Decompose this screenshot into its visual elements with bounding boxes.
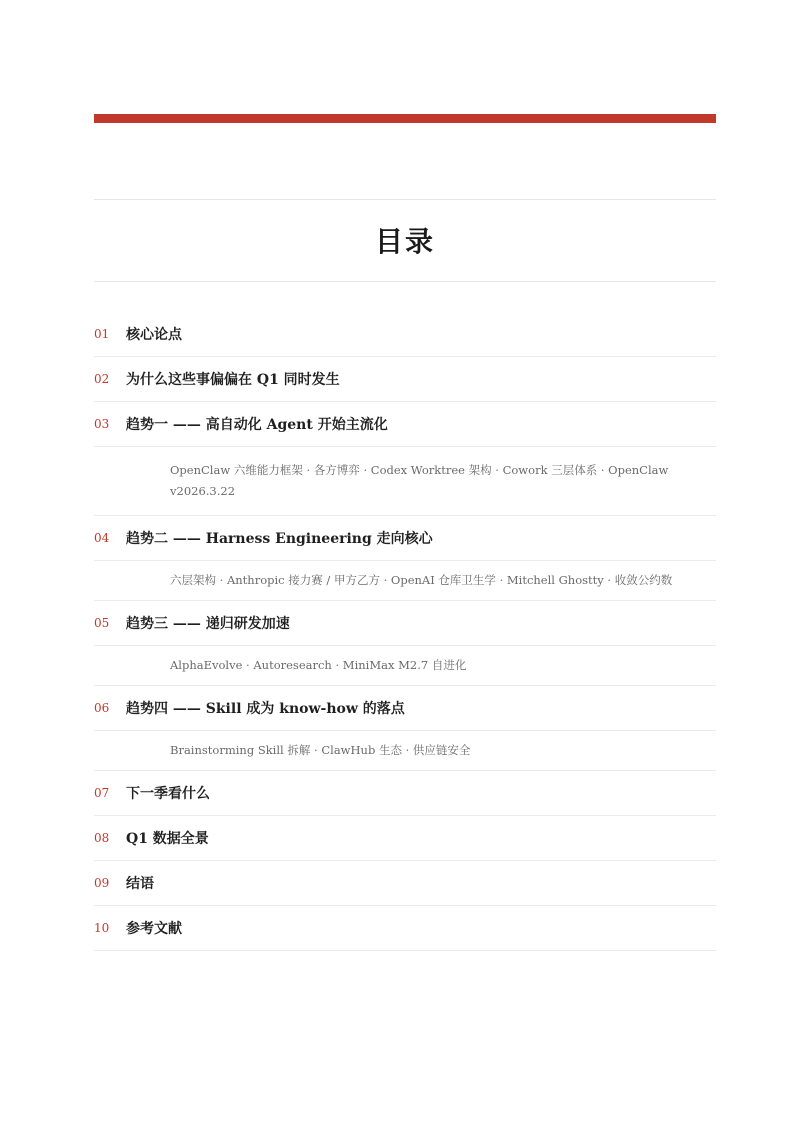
accent-bar — [94, 114, 716, 123]
toc-subtopics-text: 六层架构 · Anthropic 接力赛 / 甲方乙方 · OpenAI 仓库卫生学 · Mitchell Ghostty · 收敛公约数 — [170, 573, 673, 587]
toc-entry-05[interactable] — [94, 601, 716, 646]
toc-number: 09 — [94, 876, 110, 890]
toc-number: 04 — [94, 531, 110, 545]
title-top-divider — [94, 199, 716, 200]
toc-subtopics-04 — [94, 561, 716, 601]
toc-entry-07[interactable] — [94, 771, 716, 816]
table-of-contents — [94, 312, 716, 951]
toc-entry-06[interactable] — [94, 686, 716, 731]
toc-number: 01 — [94, 327, 110, 341]
toc-entry-09[interactable] — [94, 861, 716, 906]
toc-number: 03 — [94, 417, 110, 431]
toc-entry-02[interactable] — [94, 357, 716, 402]
toc-subtopics-06 — [94, 731, 716, 771]
toc-number: 07 — [94, 786, 110, 800]
page-title: 目录 — [374, 225, 435, 258]
toc-label: 结语 — [126, 876, 154, 892]
toc-subtopics-text: Brainstorming Skill 拆解 · ClawHub 生态 · 供应链安全 — [170, 743, 471, 757]
toc-number: 06 — [94, 701, 110, 715]
toc-subtopics-03 — [94, 447, 716, 516]
toc-label: Q1 数据全景 — [126, 831, 209, 847]
toc-entry-10[interactable] — [94, 906, 716, 951]
toc-label: 趋势三 —— 递归研发加速 — [126, 616, 290, 632]
toc-label: 核心论点 — [126, 327, 182, 343]
toc-label: 趋势一 —— 高自动化 Agent 开始主流化 — [126, 417, 388, 433]
toc-number: 05 — [94, 616, 110, 630]
title-bottom-divider — [94, 281, 716, 282]
toc-label: 趋势四 —— Skill 成为 know-how 的落点 — [126, 701, 405, 717]
toc-entry-01[interactable] — [94, 312, 716, 357]
toc-subtopics-text: AlphaEvolve · Autoresearch · MiniMax M2.7 自进化 — [170, 658, 467, 672]
toc-number: 10 — [94, 921, 110, 935]
toc-label: 参考文献 — [126, 921, 182, 937]
toc-entry-04[interactable] — [94, 516, 716, 561]
toc-entry-08[interactable] — [94, 816, 716, 861]
toc-subtopics-05 — [94, 646, 716, 686]
toc-number: 08 — [94, 831, 110, 845]
toc-label: 下一季看什么 — [126, 786, 210, 802]
toc-number: 02 — [94, 372, 110, 386]
toc-label: 趋势二 —— Harness Engineering 走向核心 — [126, 531, 433, 547]
toc-entry-03[interactable] — [94, 402, 716, 447]
toc-subtopics-text: OpenClaw 六维能力框架 · 各方博弈 · Codex Worktree 架构 · Cowork 三层体系 · OpenClaw v2026.3.22 — [170, 463, 669, 498]
toc-label: 为什么这些事偏偏在 Q1 同时发生 — [126, 372, 340, 388]
